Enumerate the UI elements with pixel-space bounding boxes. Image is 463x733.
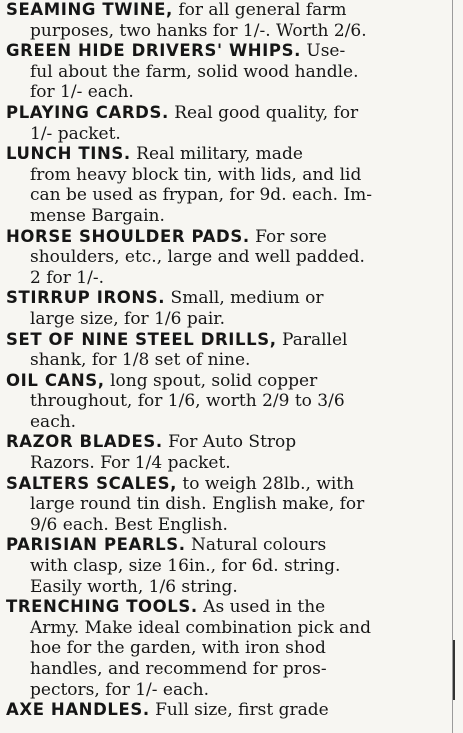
entry-text: Razors. For 1/4 packet. bbox=[30, 453, 231, 474]
entry-text: Army. Make ideal combination pick and bbox=[30, 617, 371, 638]
entry-heading: OIL CANS, bbox=[6, 370, 105, 390]
entry-text: handles, and recommend for pros- bbox=[30, 659, 327, 679]
entry-text: mense Bargain. bbox=[30, 205, 165, 226]
entry-text: from heavy block tin, with lids, and lid bbox=[30, 164, 362, 185]
entry-playing-cards bbox=[6, 103, 440, 144]
entry-heading: RAZOR BLADES. bbox=[6, 432, 163, 452]
entry-text: for all general farm bbox=[172, 0, 347, 20]
entry-axe-handles bbox=[6, 700, 440, 721]
entry-seaming-twine bbox=[6, 0, 440, 41]
entry-text: throughout, for 1/6, worth 2/9 to 3/6 bbox=[30, 391, 345, 412]
entry-horse-shoulder-pads bbox=[6, 227, 440, 289]
entry-heading: TRENCHING TOOLS. bbox=[6, 597, 198, 617]
entry-text: shank, for 1/8 set of nine. bbox=[30, 350, 251, 371]
entry-green-hide-whips bbox=[6, 41, 440, 103]
entry-stirrup-irons bbox=[6, 288, 440, 329]
advertisement-column bbox=[6, 0, 440, 721]
entry-heading: PLAYING CARDS. bbox=[6, 102, 169, 122]
entry-text: purposes, two hanks for 1/-. Worth 2/6. bbox=[30, 20, 367, 41]
entry-lunch-tins bbox=[6, 144, 440, 226]
entry-heading: GREEN HIDE DRIVERS' WHIPS. bbox=[6, 41, 301, 61]
entry-heading: STIRRUP IRONS. bbox=[6, 288, 166, 308]
entry-text: 9/6 each. Best English. bbox=[30, 514, 228, 535]
entry-heading: AXE HANDLES. bbox=[6, 700, 150, 720]
entry-razor-blades bbox=[6, 432, 440, 473]
entry-text: shoulders, etc., large and well padded. bbox=[30, 247, 365, 268]
entry-text: For Auto Strop bbox=[162, 432, 297, 453]
entry-text: Full size, first grade bbox=[149, 700, 329, 721]
entry-steel-drills bbox=[6, 330, 440, 371]
entry-heading: LUNCH TINS. bbox=[6, 144, 131, 164]
entry-text: As used in the bbox=[197, 597, 326, 618]
entry-heading: SET OF NINE STEEL DRILLS, bbox=[6, 329, 277, 349]
entry-heading: SEAMING TWINE, bbox=[6, 0, 173, 19]
entry-parisian-pearls bbox=[6, 535, 440, 597]
entry-text: with clasp, size 16in., for 6d. string. bbox=[30, 556, 341, 577]
entry-text: Real military, made bbox=[130, 144, 303, 165]
entry-text: Natural colours bbox=[185, 535, 327, 556]
entry-text: pectors, for 1/- each. bbox=[30, 679, 210, 700]
entry-oil-cans bbox=[6, 371, 440, 433]
column-rule bbox=[452, 0, 453, 733]
entry-text: Real good quality, for bbox=[168, 102, 359, 123]
entry-text: for 1/- each. bbox=[30, 82, 134, 103]
entry-trenching-tools bbox=[6, 597, 440, 700]
entry-text: Use- bbox=[300, 41, 346, 62]
entry-text: 1/- packet. bbox=[30, 123, 121, 144]
entry-text: For sore bbox=[249, 226, 327, 247]
entry-text: Parallel bbox=[276, 329, 348, 350]
entry-text: Easily worth, 1/6 string. bbox=[30, 576, 238, 597]
entry-salters-scales bbox=[6, 474, 440, 536]
entry-heading: SALTERS SCALES, bbox=[6, 473, 177, 493]
entry-text: 2 for 1/-. bbox=[30, 267, 104, 288]
entry-text: large round tin dish. English make, for bbox=[30, 494, 365, 515]
entry-text: Small, medium or bbox=[165, 288, 324, 309]
entry-text: long spout, solid copper bbox=[104, 370, 318, 391]
entry-text: to weigh 28lb., with bbox=[177, 473, 355, 494]
entry-text: large size, for 1/6 pair. bbox=[30, 308, 225, 329]
column-rule-mark bbox=[453, 640, 455, 700]
entry-heading: PARISIAN PEARLS. bbox=[6, 535, 186, 555]
entry-text: each. bbox=[30, 411, 77, 432]
entry-text: can be used as frypan, for 9d. each. Im- bbox=[30, 185, 373, 206]
entry-text: hoe for the garden, with iron shod bbox=[30, 638, 326, 659]
entry-heading: HORSE SHOULDER PADS. bbox=[6, 226, 250, 246]
entry-text: ful about the farm, solid wood handle. bbox=[30, 61, 359, 82]
